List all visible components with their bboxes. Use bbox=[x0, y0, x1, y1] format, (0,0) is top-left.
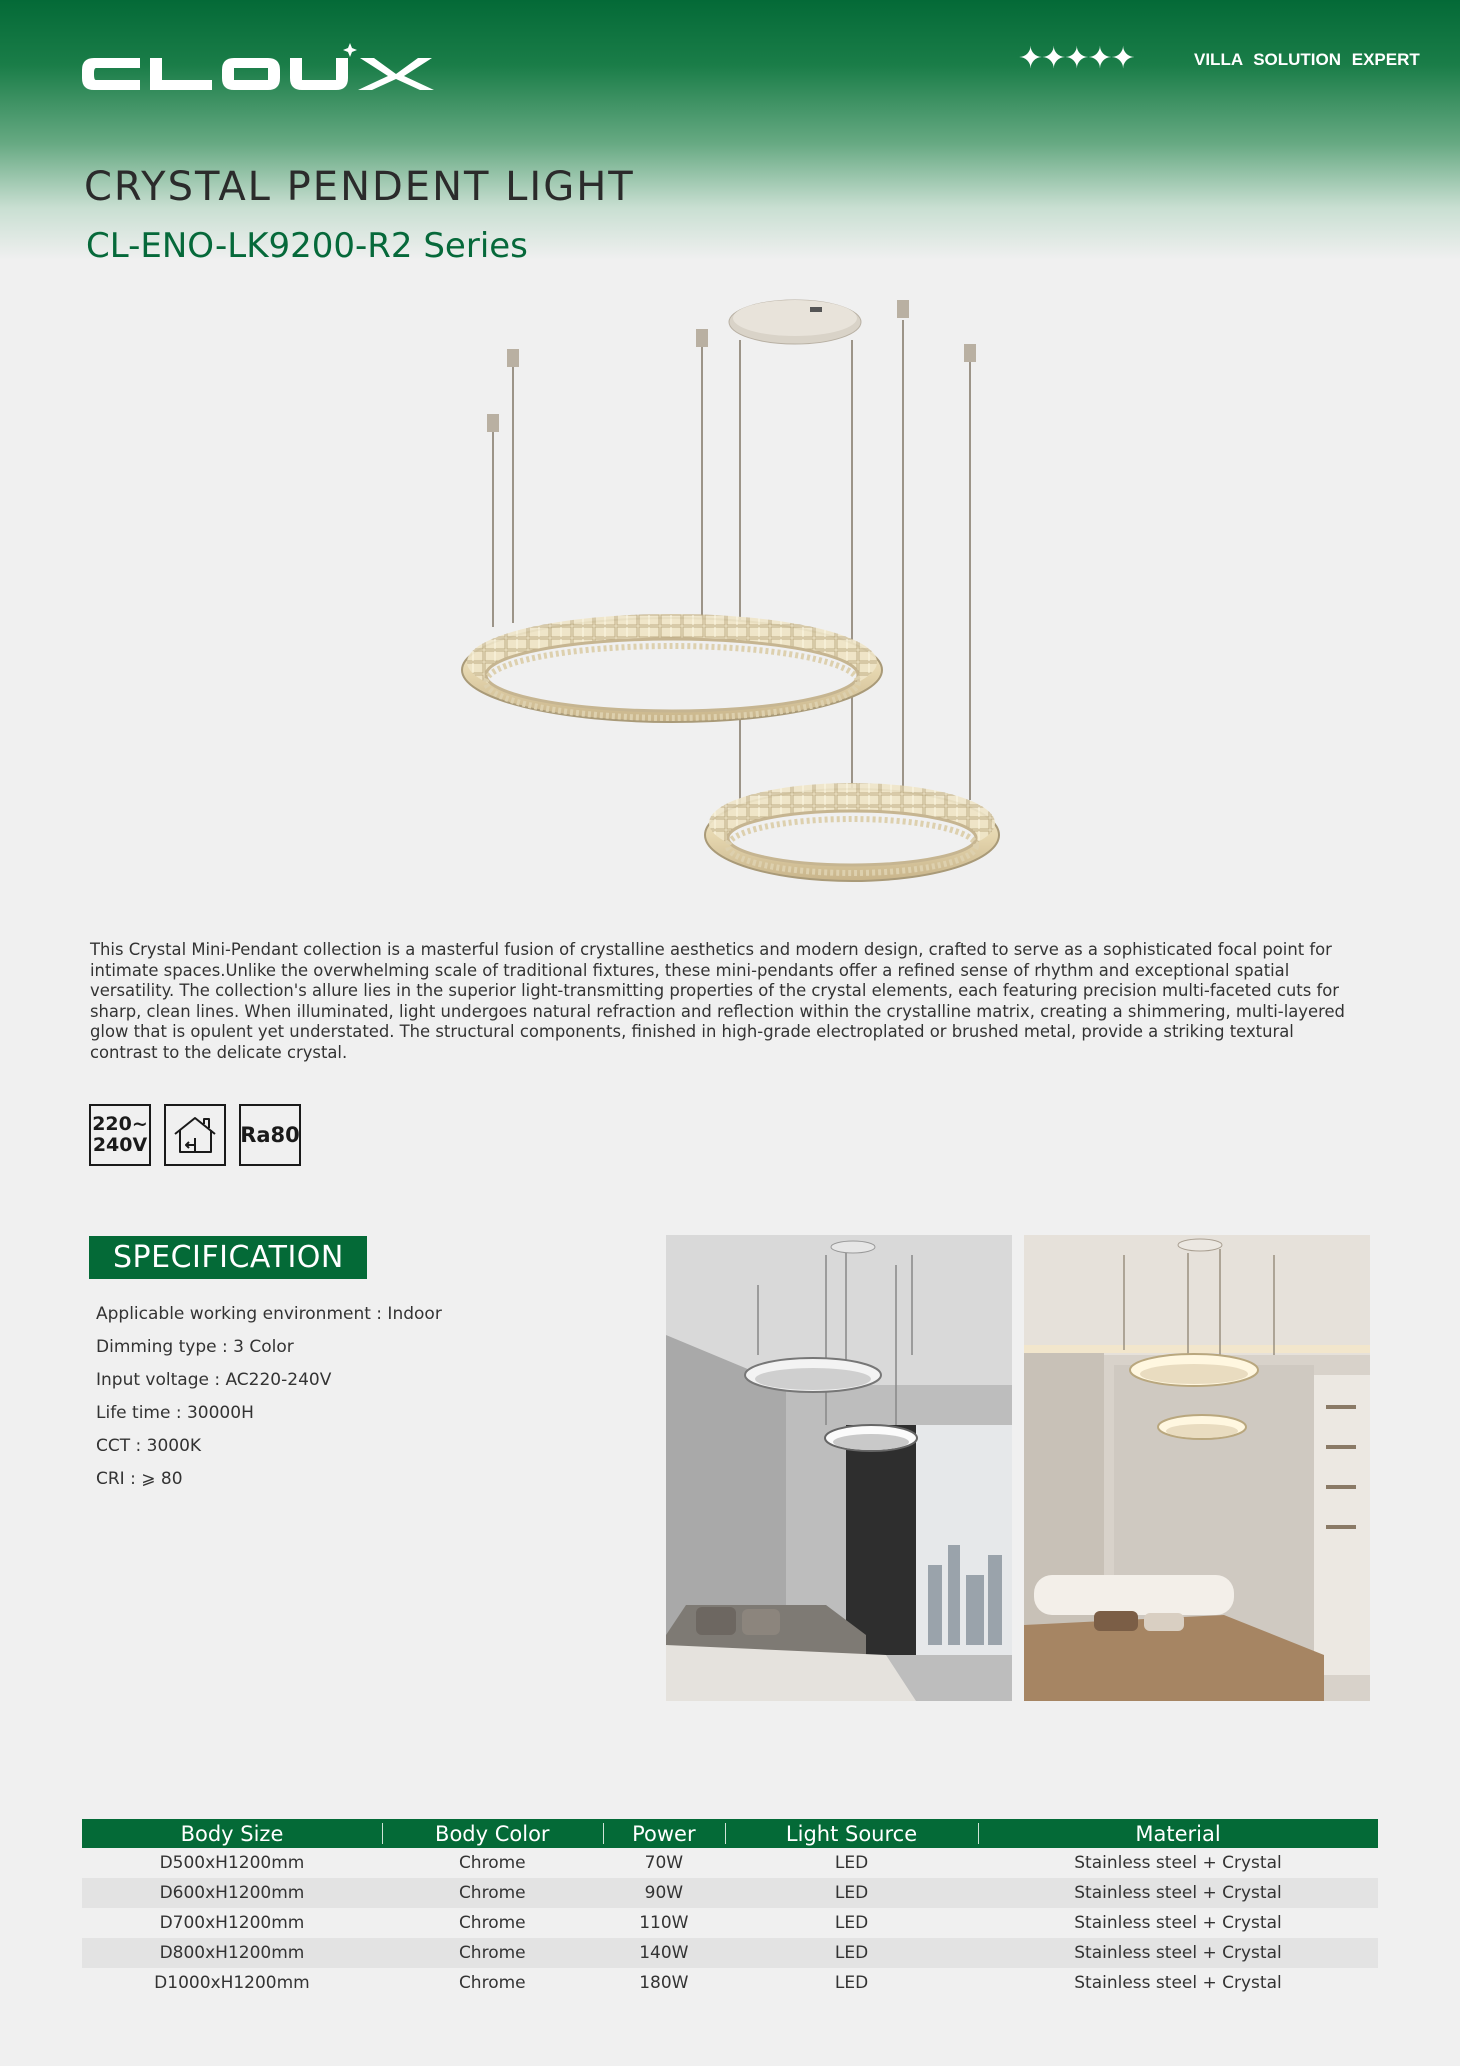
cell-power: 140W bbox=[603, 1938, 725, 1968]
bedroom-scene-image-gray bbox=[666, 1235, 1012, 1701]
spec-item-cct: CCT : 3000K bbox=[96, 1436, 202, 1456]
spec-item-lifetime: Life time : 30000H bbox=[96, 1403, 254, 1423]
voltage-badge-line2: 240V bbox=[92, 1134, 148, 1156]
cell-material: Stainless steel + Crystal bbox=[978, 1938, 1378, 1968]
model-table bbox=[82, 1819, 1378, 1998]
table-row bbox=[82, 1938, 1378, 1968]
spec-item-environment: Applicable working environment : Indoor bbox=[96, 1304, 442, 1324]
cell-light-source: LED bbox=[834, 1973, 869, 1993]
header-light-source: Light Source bbox=[725, 1819, 978, 1848]
table-row bbox=[82, 1848, 1378, 1878]
header-banner bbox=[0, 0, 1460, 260]
cell-body-color: Chrome bbox=[458, 1913, 526, 1933]
indoor-house-icon bbox=[164, 1104, 226, 1166]
table-row bbox=[82, 1968, 1378, 1998]
cell-body-size: D500xH1200mm bbox=[159, 1853, 305, 1873]
crystal-pendant-product-image bbox=[440, 290, 1020, 900]
cell-material: Stainless steel + Crystal bbox=[1074, 1913, 1282, 1933]
spec-item-dimming: Dimming type : 3 Color bbox=[96, 1337, 294, 1357]
cri-badge: Ra80 bbox=[239, 1104, 301, 1166]
header-material: Material bbox=[978, 1819, 1378, 1848]
header-body-color: Body Color bbox=[382, 1819, 603, 1848]
header-body-size: Body Size bbox=[82, 1819, 382, 1848]
cell-body-size: D600xH1200mm bbox=[82, 1878, 382, 1908]
specification-list bbox=[96, 1302, 442, 1500]
product-description: This Crystal Mini-Pendant collection is a masterful fusion of crystalline aesthetics and modern design, crafted to serve as a sophisticated focal point for intimate spaces.Unlike the overwhelming scale of traditional fixtures, these mini-pendants offer a refined sense of rhythm and exceptional spatial versatility. The collection's allure lies in the superior light-transmitting properties of the crystal elements, each featuring precision multi-faceted cuts for sharp, clean lines. When illuminated, light undergoes natural refraction and reflection within the crystalline matrix, creating a shimmering, multi-layered glow that is opulent yet understated. The structural components, finished in high-grade electroplated or brushed metal, provide a striking textural contrast to the delicate crystal. bbox=[90, 940, 1345, 1062]
specification-heading: SPECIFICATION bbox=[89, 1236, 367, 1279]
table-header-row bbox=[82, 1819, 1378, 1848]
cell-body-color: Chrome bbox=[382, 1938, 603, 1968]
table-row bbox=[82, 1878, 1378, 1908]
voltage-badge bbox=[89, 1104, 151, 1166]
cell-power: 180W bbox=[639, 1973, 689, 1993]
product-title: CRYSTAL PENDENT LIGHT bbox=[84, 164, 635, 210]
cell-power: 70W bbox=[644, 1853, 684, 1873]
cell-material: Stainless steel + Crystal bbox=[978, 1878, 1378, 1908]
cell-light-source: LED bbox=[834, 1853, 869, 1873]
bedroom-scene-image-warm bbox=[1024, 1235, 1370, 1701]
cell-body-size: D1000xH1200mm bbox=[154, 1973, 310, 1993]
brand-tagline: VILLA SOLUTION EXPERT bbox=[1194, 50, 1420, 69]
cell-body-size: D700xH1200mm bbox=[159, 1913, 305, 1933]
spec-item-cri: CRI : ⩾ 80 bbox=[96, 1469, 183, 1489]
cell-light-source: LED bbox=[725, 1938, 978, 1968]
cell-power: 110W bbox=[639, 1913, 689, 1933]
cell-light-source: LED bbox=[725, 1878, 978, 1908]
spec-item-voltage: Input voltage : AC220-240V bbox=[96, 1370, 332, 1390]
cell-body-color: Chrome bbox=[458, 1853, 526, 1873]
cloux-logo bbox=[82, 42, 438, 104]
cell-power: 90W bbox=[603, 1878, 725, 1908]
cell-body-color: Chrome bbox=[458, 1973, 526, 1993]
cell-light-source: LED bbox=[834, 1913, 869, 1933]
voltage-badge-line1: 220~ bbox=[92, 1113, 148, 1135]
table-row bbox=[82, 1908, 1378, 1938]
header-power: Power bbox=[603, 1819, 725, 1848]
product-series: CL-ENO-LK9200-R2 Series bbox=[86, 226, 528, 266]
cell-material: Stainless steel + Crystal bbox=[1074, 1853, 1282, 1873]
cell-body-size: D800xH1200mm bbox=[82, 1938, 382, 1968]
cell-material: Stainless steel + Crystal bbox=[1074, 1973, 1282, 1993]
cell-body-color: Chrome bbox=[382, 1878, 603, 1908]
five-star-rating-icon: ✦✦✦✦✦ bbox=[1018, 41, 1134, 76]
